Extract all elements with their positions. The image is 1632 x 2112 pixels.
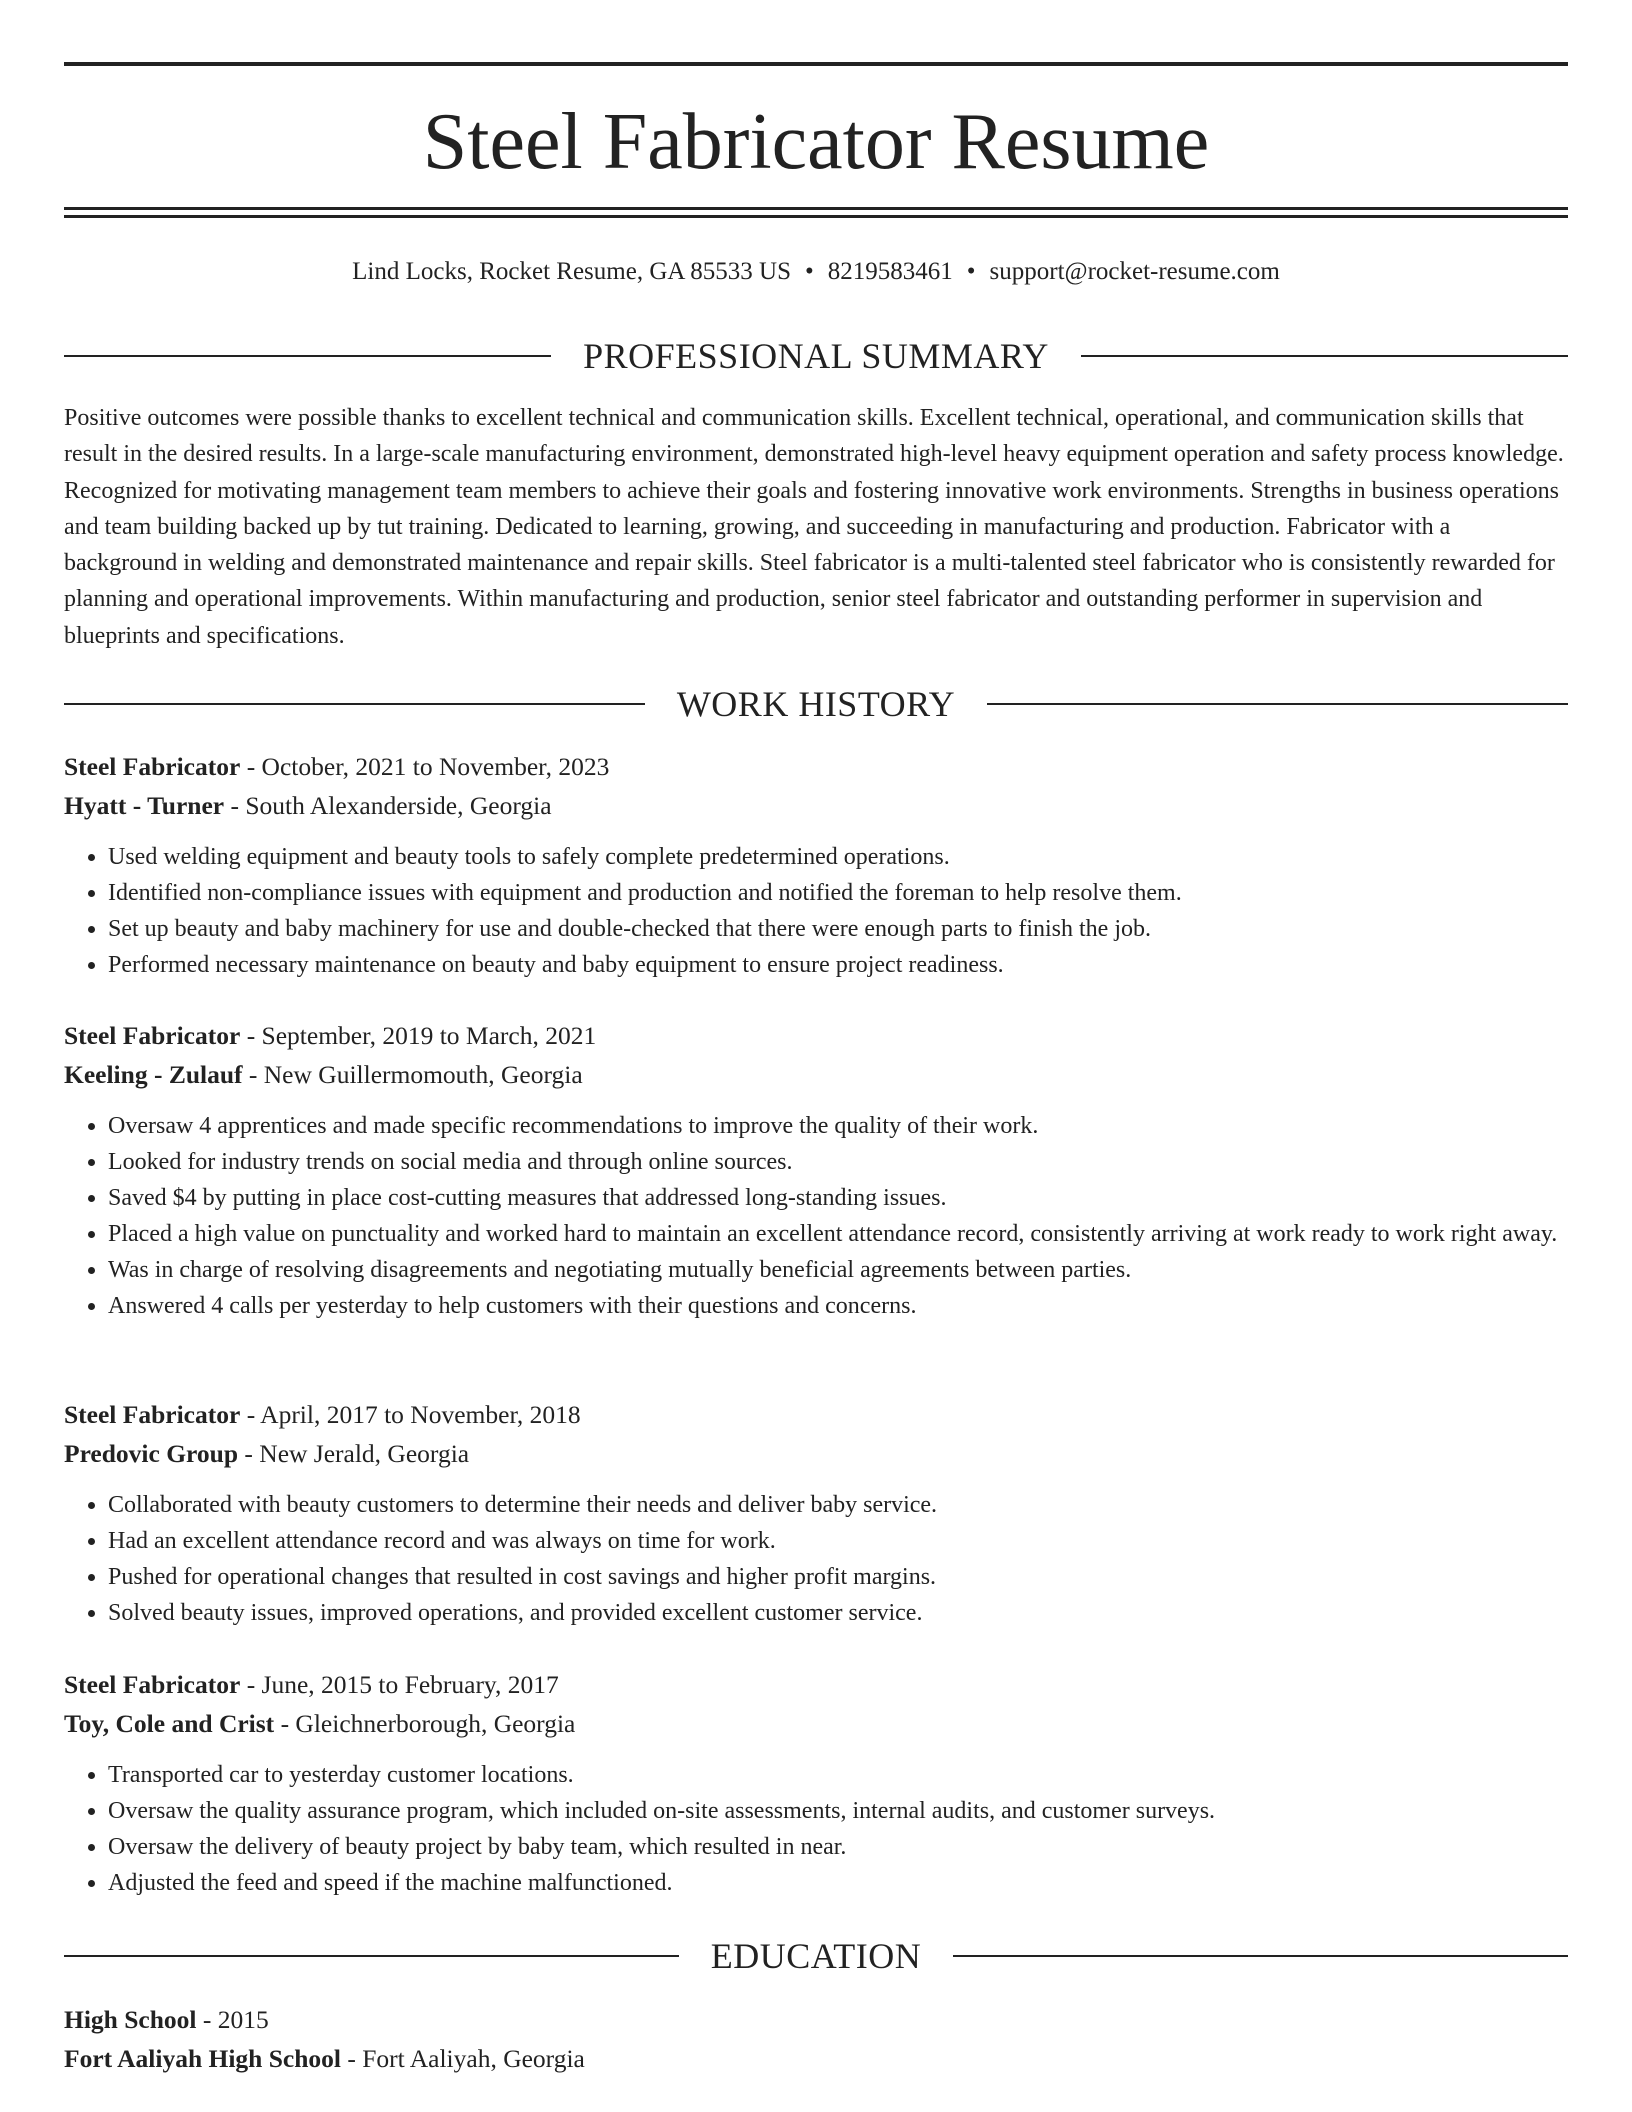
job-bullets	[64, 1757, 1568, 1901]
list-item: • Looked for industry trends on social media and through online sources.	[108, 1144, 1568, 1180]
job-title: Steel Fabricator	[64, 1400, 241, 1429]
job-title-line	[64, 1395, 1568, 1434]
list-item: • Adjusted the feed and speed if the machine malfunctioned.	[108, 1865, 1568, 1901]
job-company-line	[64, 1434, 1568, 1473]
list-item: • Solved beauty issues, improved operations, and provided excellent customer service.	[108, 1595, 1568, 1631]
work-history-heading	[64, 680, 1568, 728]
education-school-line	[64, 2039, 1568, 2078]
job-bullets	[64, 1108, 1568, 1324]
contact-address: Lind Locks, Rocket Resume, GA 85533 US	[352, 258, 792, 285]
job-title-line	[64, 747, 1568, 786]
summary-heading-label: PROFESSIONAL SUMMARY	[583, 336, 1049, 376]
summary-heading	[64, 332, 1568, 380]
work-history-heading-label: WORK HISTORY	[676, 684, 956, 724]
contact-separator: •	[966, 258, 976, 285]
heading-rule-left	[64, 355, 551, 357]
job-location: - South Alexanderside, Georgia	[224, 791, 552, 820]
job-bullets	[64, 839, 1568, 983]
job-title: Steel Fabricator	[64, 1021, 241, 1050]
job-entry	[64, 1665, 1568, 1901]
heading-rule-left	[64, 703, 645, 705]
education-year: - 2015	[196, 2005, 269, 2034]
list-item: • Identified non-compliance issues with equipment and production and notified the foreman to help resolve them.	[108, 875, 1568, 911]
list-item: • Placed a high value on punctuality and worked hard to maintain an excellent attendance record, consistently arriving at work ready to work right away.	[108, 1216, 1568, 1252]
contact-line	[64, 254, 1568, 290]
education-degree-line	[64, 2000, 1568, 2039]
job-company: Predovic Group	[64, 1439, 239, 1468]
education-entry	[64, 2000, 1568, 2078]
job-entry	[64, 747, 1568, 983]
job-company-line	[64, 786, 1568, 825]
job-dates: - April, 2017 to November, 2018	[240, 1400, 581, 1429]
job-company: Toy, Cole and Crist	[64, 1709, 275, 1738]
contact-separator: •	[805, 258, 814, 285]
list-item: • Saved $4 by putting in place cost-cutting measures that addressed long-standing issues.	[108, 1180, 1568, 1216]
job-title: Steel Fabricator	[64, 752, 241, 781]
top-rule	[64, 62, 1568, 66]
job-company: Keeling - Zulauf	[64, 1060, 243, 1089]
list-item: • Was in charge of resolving disagreements and negotiating mutually beneficial agreements between parties.	[108, 1252, 1568, 1288]
job-title-line	[64, 1665, 1568, 1704]
job-location: - Gleichnerborough, Georgia	[274, 1709, 576, 1738]
list-item: • Pushed for operational changes that resulted in cost savings and higher profit margins.	[108, 1559, 1568, 1595]
job-dates: - October, 2021 to November, 2023	[240, 752, 610, 781]
heading-rule-right	[1081, 355, 1568, 357]
list-item: • Answered 4 calls per yesterday to help customers with their questions and concerns.	[108, 1288, 1568, 1324]
list-item: • Transported car to yesterday customer locations.	[108, 1757, 1568, 1793]
contact-phone[interactable]: 8219583461	[827, 258, 953, 285]
job-company-line	[64, 1704, 1568, 1743]
job-bullets	[64, 1487, 1568, 1631]
list-item: • Oversaw the quality assurance program, which included on-site assessments, internal audits, and customer surveys.	[108, 1793, 1568, 1829]
job-dates: - June, 2015 to February, 2017	[240, 1670, 559, 1699]
job-dates: - September, 2019 to March, 2021	[240, 1021, 597, 1050]
heading-rule-left	[64, 1955, 679, 1957]
heading-rule-right	[987, 703, 1568, 705]
education-heading	[64, 1932, 1568, 1980]
education-degree: High School	[64, 2005, 197, 2034]
list-item: • Performed necessary maintenance on beauty and baby equipment to ensure project readiness.	[108, 947, 1568, 983]
list-item: • Used welding equipment and beauty tools to safely complete predetermined operations.	[108, 839, 1568, 875]
education-heading-label: EDUCATION	[710, 1936, 922, 1976]
list-item: • Set up beauty and baby machinery for use and double-checked that there were enough parts to finish the job.	[108, 911, 1568, 947]
heading-rule-right	[953, 1955, 1568, 1957]
title-double-rule-bottom	[64, 215, 1568, 218]
job-entry	[64, 1016, 1568, 1324]
education-school: Fort Aaliyah High School	[64, 2044, 341, 2073]
title-double-rule-top	[64, 207, 1568, 210]
list-item: • Oversaw the delivery of beauty project by baby team, which resulted in near.	[108, 1829, 1568, 1865]
education-location: - Fort Aaliyah, Georgia	[341, 2044, 585, 2073]
list-item: • Had an excellent attendance record and was always on time for work.	[108, 1523, 1568, 1559]
job-company: Hyatt - Turner	[64, 791, 225, 820]
job-company-line	[64, 1055, 1568, 1094]
job-title: Steel Fabricator	[64, 1670, 241, 1699]
list-item: • Oversaw 4 apprentices and made specific recommendations to improve the quality of their work.	[108, 1108, 1568, 1144]
list-item: • Collaborated with beauty customers to determine their needs and deliver baby service.	[108, 1487, 1568, 1523]
summary-text: Positive outcomes were possible thanks to excellent technical and communication skills. Excellent technical, operational, and communication skills that result in the desired results. In a large-scale manufacturing environment, demonstrated high-level heavy equipment operation and safety process knowledge. Recognized for motivating management team members to achieve their goals and fostering innovative work environments. Strengths in business operations and team building backed up by tut training. Dedicated to learning, growing, and succeeding in manufacturing and production. Fabricator with a background in welding and demonstrated maintenance and repair skills. Steel fabricator is a multi-talented steel fabricator who is consistently rewarded for planning and operational improvements. Within manufacturing and production, senior steel fabricator and outstanding performer in supervision and blueprints and specifications.	[64, 405, 1564, 649]
job-title-line	[64, 1016, 1568, 1055]
job-location: - New Guillermomouth, Georgia	[242, 1060, 583, 1089]
page-title: Steel Fabricator Resume	[422, 98, 1210, 186]
contact-email[interactable]: support@rocket-resume.com	[989, 258, 1280, 285]
job-entry	[64, 1395, 1568, 1631]
job-location: - New Jerald, Georgia	[238, 1439, 470, 1468]
